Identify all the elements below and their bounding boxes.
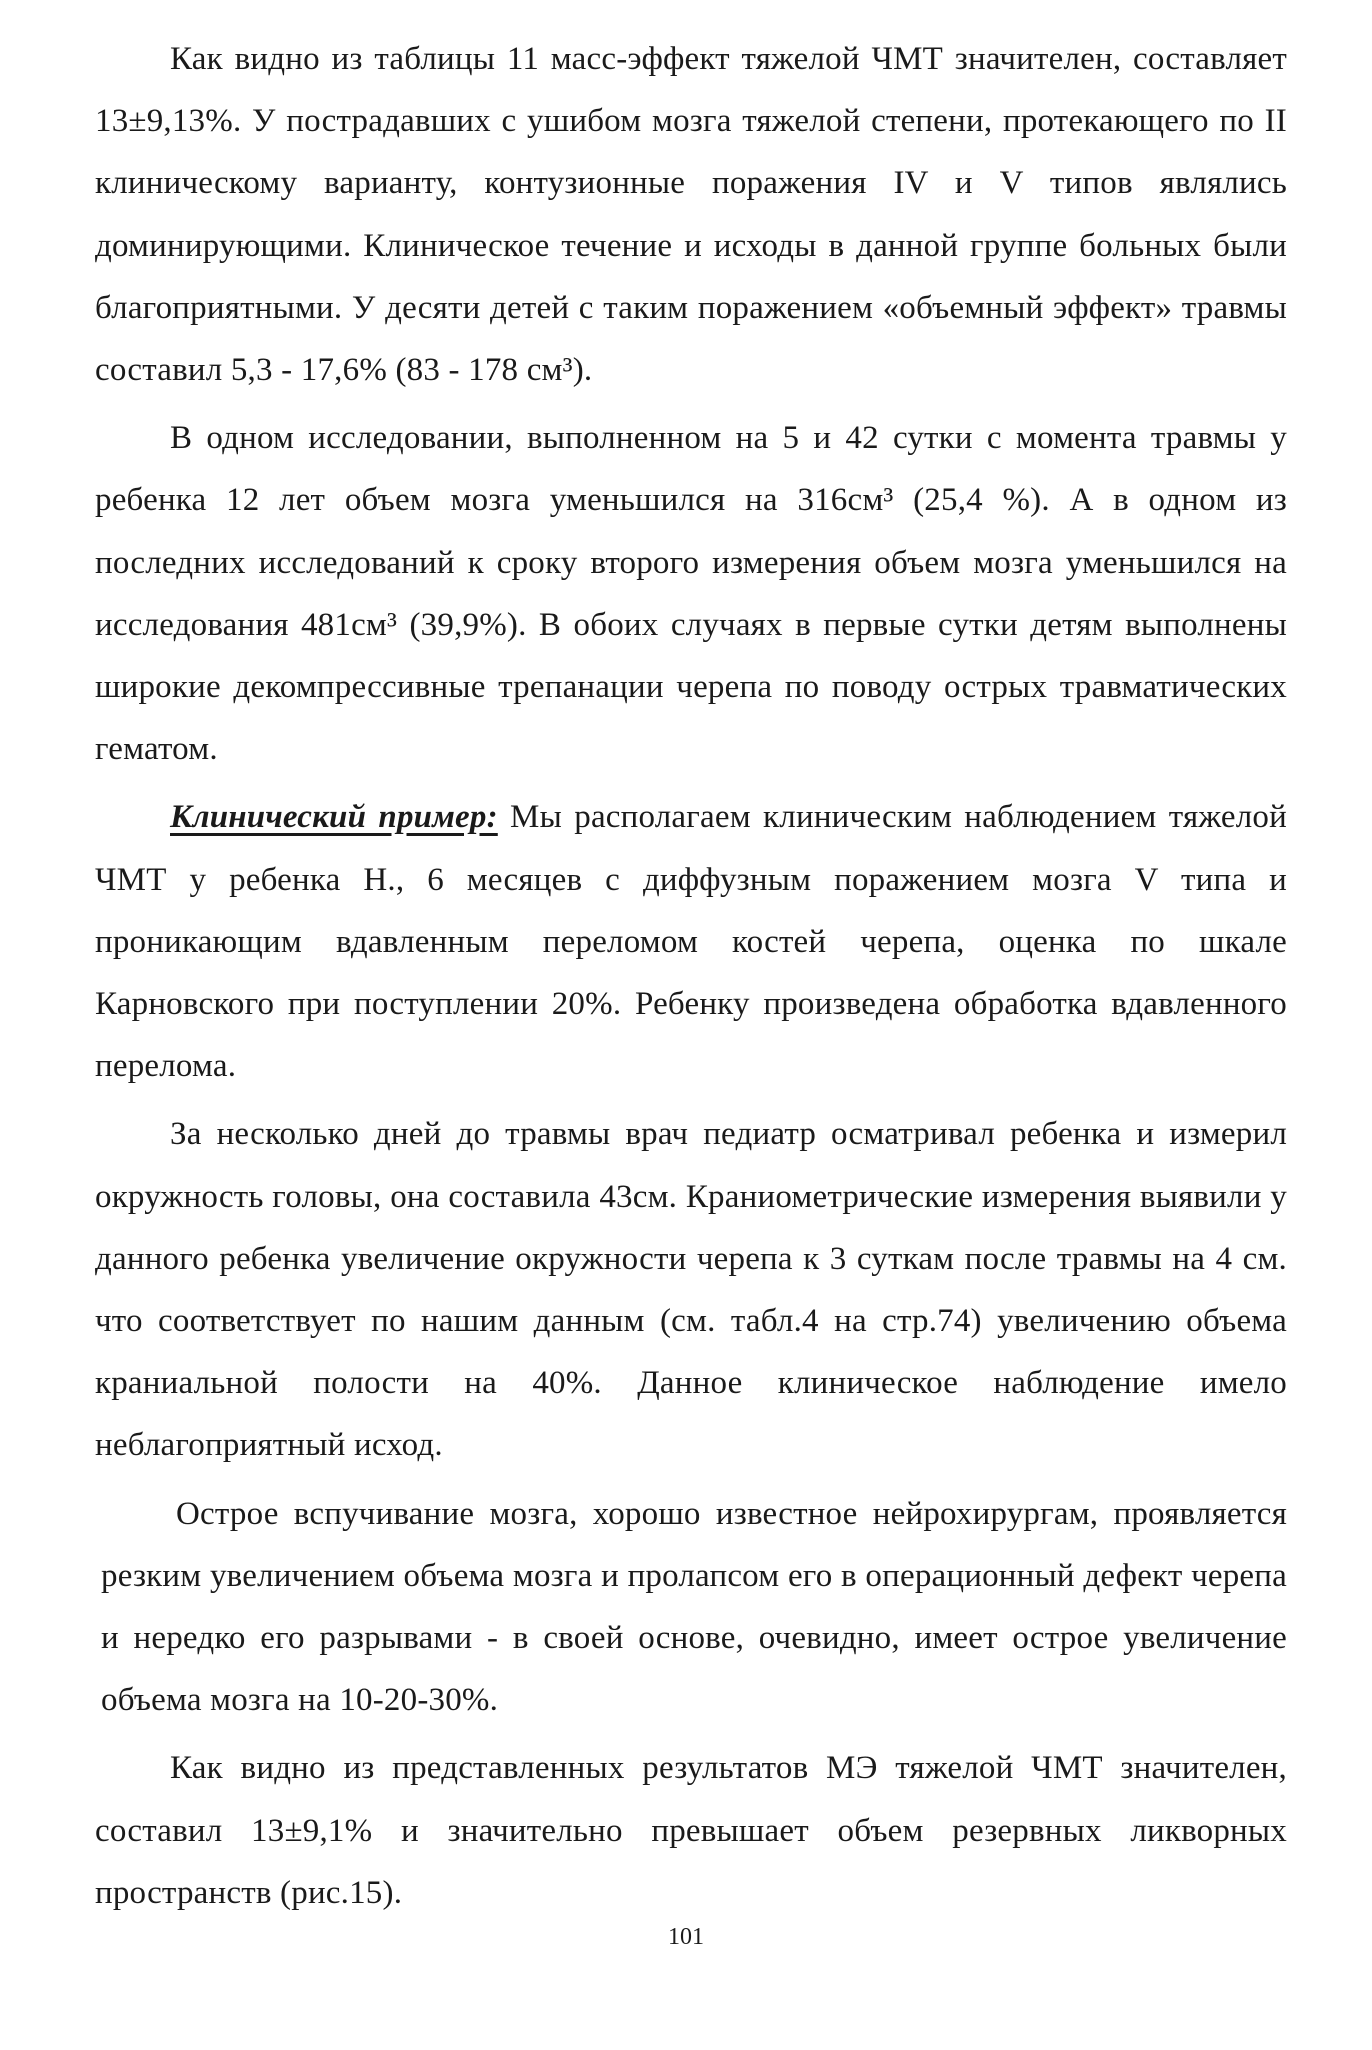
paragraph-4: За несколько дней до травмы врач педиатр осматривал ребенка и измерил окружность головы, она составила 43см. Краниометрические измерения выявили у данного ребенка увеличение окружности черепа к 3 суткам после травмы на 4 см. что соответствует по нашим данным (см. табл.4 на стр.74) увеличению объема краниальной полости на 40%. Данное клиническое наблюдение имело неблагоприятный исход. xyxy=(95,1116,1287,1464)
clinical-example-label: Клинический пример: xyxy=(170,799,498,836)
document-page xyxy=(95,28,1287,1930)
paragraph-5: Острое вспучивание мозга, хорошо известное нейрохирургам, проявляется резким увеличением объема мозга и пролапсом его в операционный дефект черепа и нередко его разрывами - в своей основе, очевидно, имеет острое увеличение объема мозга на 10-20-30%. xyxy=(101,1495,1287,1719)
page-number: 101 xyxy=(668,1924,704,1950)
paragraph-2: В одном исследовании, выполненном на 5 и 42 сутки с момента травмы у ребенка 12 лет объем мозга уменьшился на 316см³ (25,4 %). А в одном из последних исследований к сроку второго измерения объем мозга уменьшился на исследования 481см³ (39,9%). В обоих случаях в первые сутки детям выполнены широкие декомпрессивные трепанации черепа по поводу острых травматических гематом. xyxy=(95,420,1287,768)
clinical-example-text: Мы располагаем клиническим наблюдением тяжелой ЧМТ у ребенка Н., 6 месяцев с диффузным поражением мозга V типа и проникающим вдавленным переломом костей черепа, оценка по шкале Карновского при поступлении 20%. Ребенку произведена обработка вдавленного перелома. xyxy=(95,799,1287,1085)
clinical-example-paragraph xyxy=(95,786,1287,1097)
paragraph-1: Как видно из таблицы 11 масс-эффект тяжелой ЧМТ значителен, составляет 13±9,13%. У пострадавших с ушибом мозга тяжелой степени, протекающего по II клиническому варианту, контузионные поражения IV и V типов являлись доминирующими. Клиническое течение и исходы в данной группе больных были благоприятными. У десяти детей с таким поражением «объемный эффект» травмы составил 5,3 - 17,6% (83 - 178 см³). xyxy=(95,41,1287,389)
paragraph-6: Как видно из представленных результатов МЭ тяжелой ЧМТ значителен, составил 13±9,1% и значительно превышает объем резервных ликворных пространств (рис.15). xyxy=(95,1750,1287,1911)
